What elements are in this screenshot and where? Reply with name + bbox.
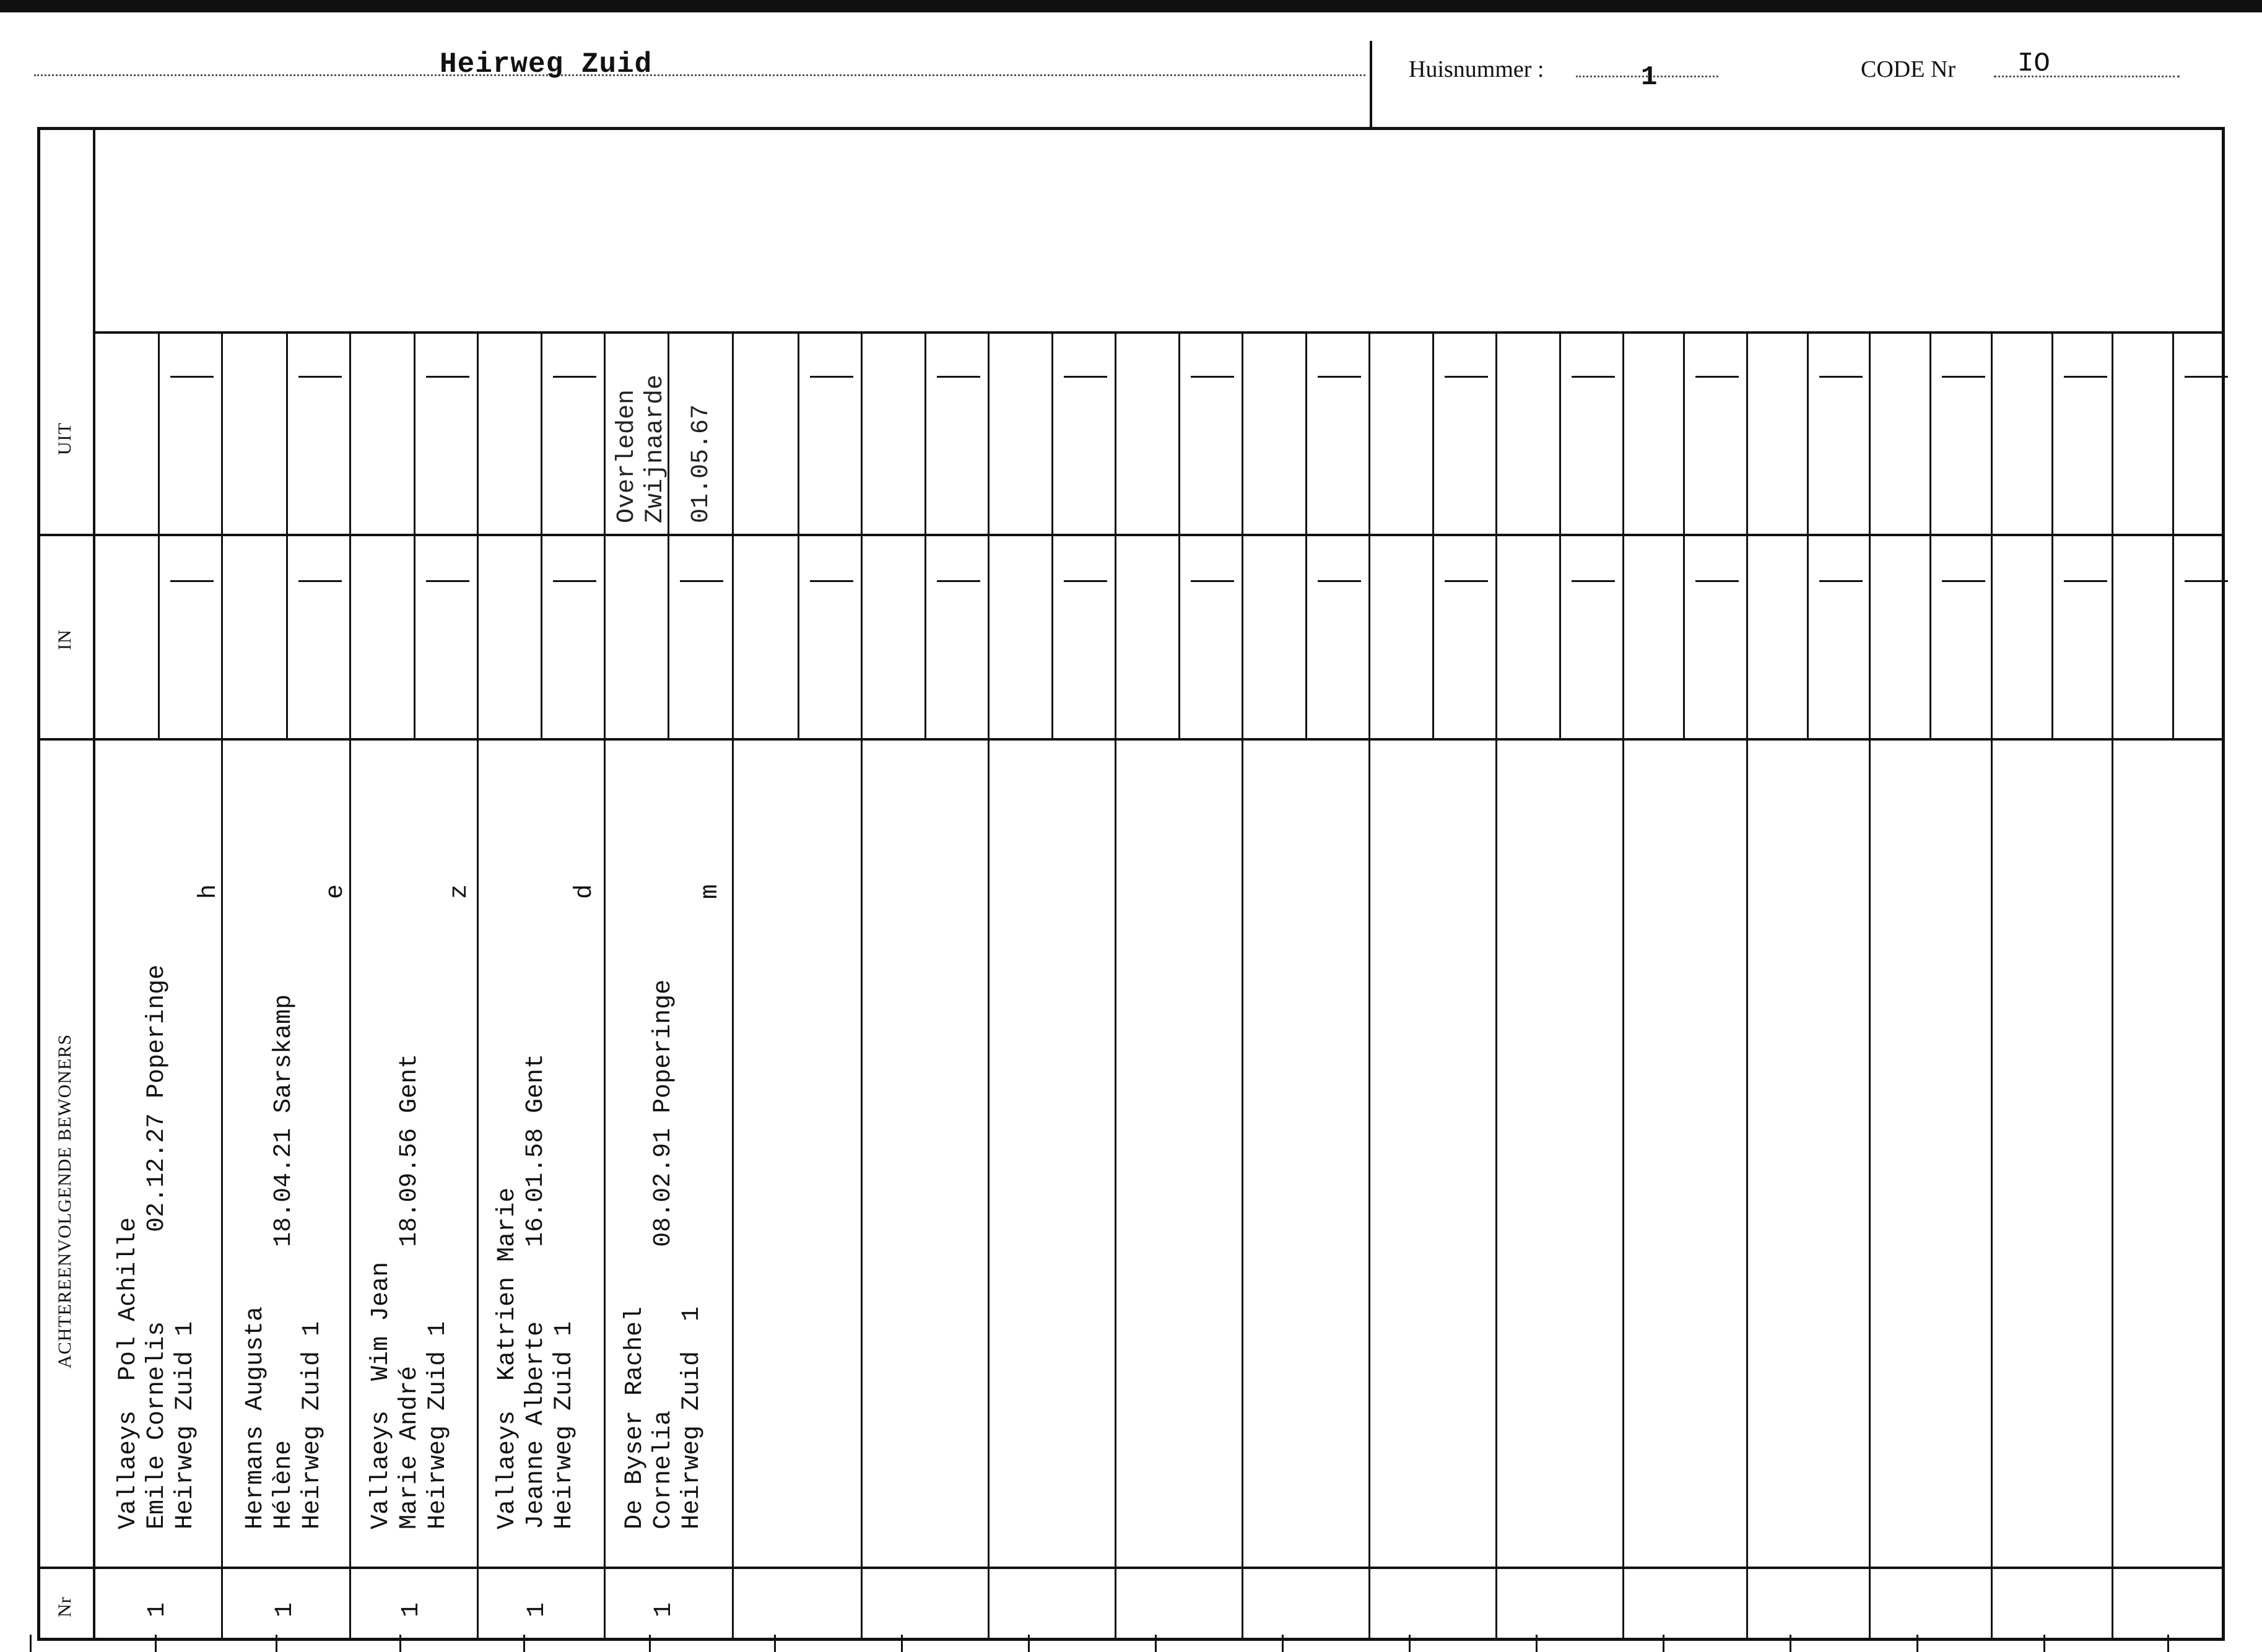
empty-entry-dash bbox=[1572, 580, 1615, 582]
bottom-tick bbox=[155, 1635, 157, 1652]
sub-column-divider bbox=[286, 331, 288, 738]
in-label: IN bbox=[54, 629, 75, 650]
empty-entry-dash bbox=[1572, 376, 1615, 378]
huisnummer-value: 1 bbox=[1641, 62, 1658, 93]
street-dotted-line bbox=[34, 74, 1365, 76]
sub-column-divider bbox=[1051, 331, 1053, 738]
bottom-tick bbox=[1155, 1635, 1157, 1652]
resident-1-line-2: Emile Cornelis 02.12.27 Poperinge bbox=[143, 964, 171, 1529]
empty-entry-dash bbox=[1695, 376, 1739, 378]
header-divider bbox=[1370, 41, 1372, 128]
bottom-tick bbox=[523, 1635, 525, 1652]
uit-label: UIT bbox=[54, 422, 75, 455]
empty-entry-dash bbox=[298, 580, 342, 582]
resident-1-nr: 1 bbox=[144, 1602, 172, 1617]
bottom-tick bbox=[649, 1635, 651, 1652]
nr-label: Nr bbox=[54, 1596, 75, 1617]
sub-column-divider bbox=[2051, 331, 2053, 738]
resident-3-code: z bbox=[446, 884, 474, 899]
sub-column-divider bbox=[1807, 331, 1809, 738]
bottom-tick bbox=[1663, 1635, 1664, 1652]
bottom-tick-row bbox=[0, 1635, 2262, 1652]
sub-column-divider bbox=[541, 331, 542, 738]
resident-4-entry bbox=[494, 1054, 579, 1529]
bottom-tick bbox=[901, 1635, 903, 1652]
empty-entry-dash bbox=[1191, 580, 1234, 582]
bottom-tick bbox=[276, 1635, 277, 1652]
empty-entry-dash bbox=[426, 376, 469, 378]
bottom-tick bbox=[1916, 1635, 1918, 1652]
sub-column-divider bbox=[158, 331, 160, 738]
resident-3-line-2: Marie André 18.09.56 Gent bbox=[396, 1053, 424, 1529]
sub-column-divider bbox=[924, 331, 926, 738]
resident-4-code: d bbox=[571, 884, 599, 899]
empty-entry-dash bbox=[1064, 580, 1107, 582]
resident-1-code: h bbox=[195, 884, 223, 899]
empty-entry-dash bbox=[937, 580, 980, 582]
resident-3-nr: 1 bbox=[398, 1602, 425, 1617]
resident-1-entry bbox=[115, 965, 200, 1529]
empty-entry-dash bbox=[1445, 376, 1488, 378]
resident-5-entry bbox=[621, 980, 707, 1529]
bottom-tick bbox=[1409, 1635, 1411, 1652]
label-column-divider bbox=[93, 127, 95, 1641]
resident-5-line-1: De Byser Rachel bbox=[621, 1306, 649, 1529]
resident-5-line-2: Cornelia 08.02.91 Poperinge bbox=[650, 979, 677, 1529]
bottom-tick bbox=[2043, 1635, 2045, 1652]
empty-entry-dash bbox=[170, 580, 214, 582]
empty-entry-dash bbox=[2185, 580, 2228, 582]
empty-entry-dash bbox=[1942, 580, 1985, 582]
column-divider bbox=[477, 331, 479, 1641]
column-divider bbox=[1115, 331, 1116, 1641]
sub-column-divider bbox=[1178, 331, 1180, 738]
column-divider bbox=[1746, 331, 1748, 1641]
column-divider bbox=[1622, 331, 1624, 1641]
empty-entry-dash bbox=[1445, 580, 1488, 582]
resident-2-line-1: Hermans Augusta bbox=[241, 1306, 269, 1529]
sub-column-divider bbox=[414, 331, 415, 738]
empty-entry-dash bbox=[2064, 376, 2107, 378]
code-value: IO bbox=[2017, 48, 2050, 79]
column-divider bbox=[1991, 331, 1993, 1641]
sub-column-divider bbox=[798, 331, 799, 738]
column-divider bbox=[1495, 331, 1497, 1641]
empty-entry-dash bbox=[810, 376, 853, 378]
sub-column-divider bbox=[1432, 331, 1434, 738]
empty-entry-dash bbox=[553, 580, 596, 582]
empty-entry-dash bbox=[2185, 376, 2228, 378]
empty-entry-dash bbox=[298, 376, 342, 378]
death-note-line-2: Zwijnaarde bbox=[642, 374, 669, 523]
column-divider bbox=[732, 331, 734, 1641]
empty-entry-dash bbox=[680, 580, 723, 582]
resident-3-line-3: Heirweg Zuid 1 bbox=[424, 1321, 452, 1529]
resident-2-line-2: Hélène 18.04.21 Sarskamp bbox=[270, 994, 298, 1529]
empty-entry-dash bbox=[170, 376, 214, 378]
column-divider bbox=[2112, 331, 2113, 1641]
empty-entry-dash bbox=[1819, 376, 1863, 378]
resident-2-entry bbox=[241, 994, 327, 1529]
street-name: Heirweg Zuid bbox=[440, 48, 653, 80]
row-divider-top bbox=[93, 331, 2225, 334]
empty-entry-dash bbox=[1942, 376, 1985, 378]
empty-entry-dash bbox=[937, 376, 980, 378]
resident-1-line-1: Vallaeys Pol Achille bbox=[115, 1217, 142, 1529]
resident-4-line-1: Vallaeys Katrien Marie bbox=[494, 1187, 521, 1529]
column-divider bbox=[1869, 331, 1871, 1641]
column-divider bbox=[988, 331, 990, 1641]
death-note-line-1: Overleden bbox=[613, 389, 641, 523]
resident-5-code: m bbox=[697, 884, 724, 899]
empty-entry-dash bbox=[1191, 376, 1234, 378]
resident-3-entry bbox=[367, 1054, 453, 1529]
sub-column-divider bbox=[1559, 331, 1561, 738]
bottom-tick bbox=[1028, 1635, 1030, 1652]
resident-2-code: e bbox=[322, 884, 350, 899]
top-border bbox=[0, 0, 2262, 12]
resident-5-nr: 1 bbox=[650, 1602, 678, 1617]
sub-column-divider bbox=[2172, 331, 2174, 738]
huisnummer-label: Huisnummer : bbox=[1409, 56, 1544, 82]
column-divider bbox=[349, 331, 351, 1641]
empty-entry-dash bbox=[1695, 580, 1739, 582]
resident-4-line-3: Heirweg Zuid 1 bbox=[550, 1321, 578, 1529]
sub-column-divider bbox=[1683, 331, 1685, 738]
empty-entry-dash bbox=[2064, 580, 2107, 582]
resident-4-nr: 1 bbox=[523, 1602, 551, 1617]
resident-1-line-3: Heirweg Zuid 1 bbox=[172, 1321, 199, 1529]
empty-entry-dash bbox=[1318, 580, 1361, 582]
empty-entry-dash bbox=[553, 376, 596, 378]
bottom-tick bbox=[1536, 1635, 1538, 1652]
sub-column-divider bbox=[1305, 331, 1307, 738]
code-label: CODE Nr bbox=[1861, 56, 1956, 82]
column-divider bbox=[604, 331, 606, 1641]
column-divider bbox=[1242, 331, 1243, 1641]
resident-5-line-3: Heirweg Zuid 1 bbox=[678, 1306, 706, 1529]
sub-column-divider bbox=[1929, 331, 1931, 738]
bottom-tick bbox=[1282, 1635, 1284, 1652]
resident-3-line-1: Vallaeys Wim Jean bbox=[367, 1261, 395, 1529]
column-divider bbox=[861, 331, 863, 1641]
bottom-tick bbox=[1790, 1635, 1791, 1652]
bottom-tick bbox=[30, 1635, 32, 1652]
empty-entry-dash bbox=[1318, 376, 1361, 378]
resident-4-line-2: Jeanne Alberte 16.01.58 Gent bbox=[522, 1053, 550, 1529]
empty-entry-dash bbox=[426, 580, 469, 582]
bottom-tick bbox=[774, 1635, 776, 1652]
column-divider bbox=[1368, 331, 1370, 1641]
bewoners-label: ACHTEREENVOLGENDE BEWONERS bbox=[54, 1033, 75, 1368]
register-frame bbox=[37, 127, 2225, 1641]
bottom-tick bbox=[399, 1635, 401, 1652]
row-divider-bewoners-nr bbox=[37, 1567, 2225, 1569]
row-divider-uit-in bbox=[37, 534, 2225, 536]
uit-death-date: 01.05.67 bbox=[687, 404, 715, 523]
bottom-tick bbox=[2167, 1635, 2169, 1652]
resident-2-nr: 1 bbox=[271, 1602, 299, 1617]
resident-2-line-3: Heirweg Zuid 1 bbox=[298, 1321, 326, 1529]
empty-entry-dash bbox=[1064, 376, 1107, 378]
empty-entry-dash bbox=[1819, 580, 1863, 582]
uit-death-note bbox=[613, 375, 670, 523]
column-divider bbox=[221, 331, 223, 1641]
empty-entry-dash bbox=[810, 580, 853, 582]
row-divider-in-bewoners bbox=[37, 738, 2225, 741]
